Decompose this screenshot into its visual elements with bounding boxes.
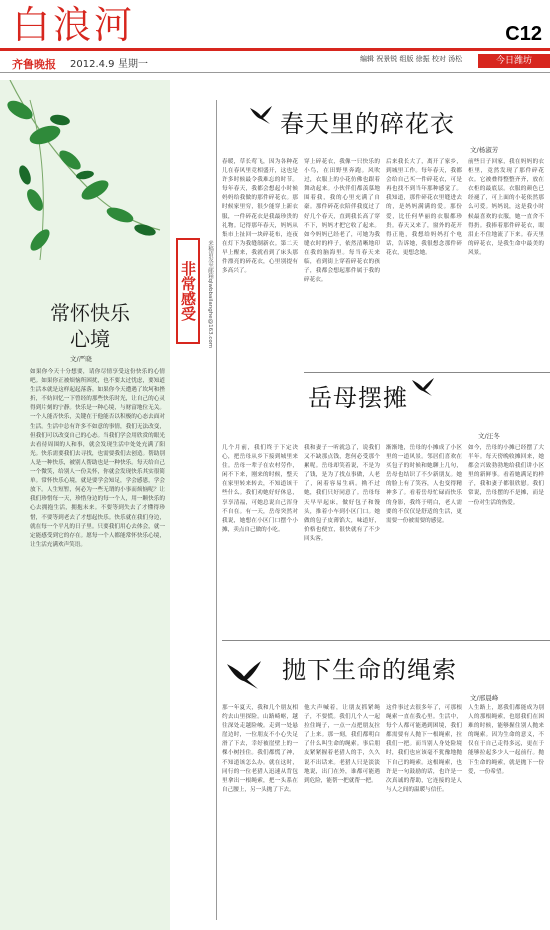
issue-date: 2012.4.9	[70, 59, 115, 70]
article-2-column-2: 我和妻子一听就急了，说我们又不缺那点钱，您何必受那个累呢。岳母却笑着说，不是为了钱，是为了找点事做，人老了，闲着容易生病。拗不过她，我们只好同意了。岳母每天早早起床，做好包子和馒头，推着小车到小区门口。她做的包子皮薄馅大，味道好，价格也便宜，很快就有了不少回头客。	[304, 445, 380, 542]
sidebar-author: 文/严晓	[70, 355, 92, 363]
article-2-column-3: 渐渐地，岳母的小摊成了小区里的一道风景。邻居们喜欢在买包子的时候和她聊上几句，岳母也结识了不少新朋友。她的脸上有了笑容，人也变得精神多了。看着岳母忙碌而快乐的身影，我终于明白，老人需要的不仅仅是舒适的生活，更需要一份被需要的感觉。	[386, 445, 462, 524]
vertical-note: 来稿请发至邮箱qlwbbailanghe@163.com	[207, 240, 213, 349]
article-2-column-4: 如今，岳母的小摊已经摆了大半年。每天傍晚收摊回来，她都会兴致勃勃地给我们讲小区里的新鲜事。看着她满足的样子，我和妻子都很欣慰。我们常说，岳母摆的不是摊，而是一份对生活的热爱。	[468, 445, 544, 506]
article-2-separator	[222, 640, 550, 641]
leaves-illustration	[0, 80, 170, 280]
article-3-column-3: 这件事过去很多年了，可那根绳索一直在我心里。生活中，每个人都可能遇到困境，我们都需要有人抛下一根绳索，拉我们一把。而当别人身处险境时，我们也应该毫不犹豫地抛下自己的绳索。这根绳索，也许是一句鼓励的话，也许是一次真诚的帮助，它连接的是人与人之间的温暖与信任。	[386, 705, 462, 793]
article-2-author: 文/汪冬	[478, 432, 500, 440]
sidebar-body: 如果你今天十分想要，请你尽情享受这份快乐的心情吧。如果你正被烦恼所困扰，也不要太过忧虑，要知道生活本就是这样起起落落。如果你今天遭遇了坎坷和挫折，不妨回忆一下曾经的那些快乐时光，让自己的心灵得到片刻的宁静。快乐是一种心境，与财富地位无关。一个人能否快乐，关键在于他能否以积极的心态去面对生活。生活中总有许多不如意的事情，我们无法改变，但我们可以改变自己的心态。当我们学会用欣赏的眼光去看待周围的人和事，就会发现生活中处处充满了阳光。快乐需要我们去寻找，也需要我们去创造。帮助别人是一种快乐，被别人帮助也是一种快乐。每天给自己一个微笑，给别人一份关怀，你就会发现快乐其实很简单。常怀快乐心境，就是要学会知足，学会感恩，学会放下。人生短暂，何必为一些无谓的小事而烦恼呢？让我们珍惜每一天，珍惜身边的每一个人，用一颗快乐的心去拥抱生活，拥抱未来。不要等到失去了才懂得珍惜，不要等到老去了才想起快乐。快乐就在我们身边，就在每一个平凡的日子里。只要我们用心去体会，就一定能感受到它的存在。愿每一个人都能常怀快乐心境，让生活充满欢声笑语。	[30, 369, 165, 548]
article-1-column-4: 前些日子回家，我在妈妈的衣柜里，竟然发现了那件碎花衣。它被叠得整整齐齐，放在衣柜的最底层。衣服的颜色已经褪了，可上面的小花依然那么可爱。妈妈说，这是我小时候最喜欢的衣服，她一直舍不得扔。我捧着那件碎花衣，眼泪止不住地流了下来。春天里的碎花衣，是我生命中最美的风景。	[468, 159, 544, 256]
swallow-icon	[222, 658, 266, 692]
stamp-text: 非常感受	[179, 261, 197, 321]
editor-credits: 编辑 祝景锐 组版 徐振 校对 汤松	[360, 55, 463, 63]
article-3-column-2: 他大声喊着，让朋友抓紧绳子，不要慌。我们几个人一起拉住绳子，一点一点把朋友拉了上来。那一刻，我们都明白了什么叫生命的绳索。事后朋友紧紧握着老猎人的手，久久说不出话来。老猎人只是淡淡地说，出门在外，谁都可能遇到危险，能帮一把就帮一把。	[304, 705, 380, 784]
article-3-title: 抛下生命的绳索	[282, 656, 457, 684]
article-3-column-4: 人生路上，愿我们都能成为别人的那根绳索，也愿我们在困难的时候，能够握住别人抛来的绳索。因为生命的意义，不仅在于自己走得多远，更在于能够拉起多少人一起前行。抛下生命的绳索，就是抛下一份爱，一份希望。	[468, 705, 544, 775]
article-3-author: 文/邢晨峰	[470, 694, 499, 702]
header-divider	[0, 72, 550, 73]
swallow-icon	[410, 376, 436, 398]
page-code: C12	[505, 23, 542, 45]
newspaper-logo: 齐鲁晚报	[12, 58, 56, 71]
article-1-separator	[304, 372, 550, 373]
article-2-title: 岳母摆摊	[308, 384, 408, 412]
issue-weekday: 星期一	[118, 59, 148, 70]
column-stamp	[176, 238, 200, 344]
article-1-author: 文/杨淑芳	[470, 146, 499, 154]
article-3-column-1: 那一年夏天，我和几个朋友相约去山里探险。山路崎岖，越往深处走越险峻。走到一处悬崖边时，一位朋友不小心失足滑了下去，幸好被崖壁上的一棵小树挂住。我们都慌了神，不知道该怎么办。就在这时，同行的一位老猎人迅速从背包里拿出一根绳索，把一头系在自己腰上，另一头抛了下去。	[222, 705, 298, 793]
article-2-column-1: 几个月前，我们终于下定决心，把岳母从乡下接到城里来住。岳母一辈子在农村劳作，闲不下来，刚来的时候，整天在家里转来转去，不知道该干些什么。我们劝她好好休息，享享清福，可她总说自己浑身不自在。有一天，岳母突然对我说，她想在小区门口摆个小摊，卖点自己做的小吃。	[222, 445, 298, 533]
info-bar	[0, 52, 550, 80]
masthead-rule	[0, 48, 550, 51]
article-1-title: 春天里的碎花衣	[280, 110, 455, 138]
swallow-icon	[248, 104, 274, 126]
article-1-column-2: 穿上碎花衣，我像一只快乐的小鸟，在田野里奔跑。风吹过，衣服上的小花仿佛也跟着舞动起来。小伙伴们都羡慕地围着我，我的心里充满了自豪。那件碎花衣陪伴我度过了好几个春天，直到我长高了穿不下，妈妈才把它收了起来。如今妈妈已经老了，可她为我缝衣时的样子，依然清晰地印在我的脑海里。每当春天来临，看到街上穿着碎花衣的孩子，我都会想起那件属于我的碎花衣。	[304, 159, 380, 284]
sidebar-title: 常怀快乐心境	[50, 301, 130, 351]
masthead	[0, 0, 550, 52]
page-title: 白浪河	[12, 3, 136, 47]
column-divider	[216, 100, 217, 920]
section-tag: 今日潍坊	[478, 54, 550, 68]
article-1-column-1: 春暖，草长莺飞，因为各种花儿在春风里竞相盛开，这也是许多时候最令我难忘的时节。每年春天，我都会想起小时候妈妈给我做的那件碎花衣。那时候家里穷，很少能穿上新衣服，一件碎花衣是我最珍贵的礼物。记得那年春天，妈妈从集市上扯回一块碎花布，连夜在灯下为我缝制新衣。第二天早上醒来，我就看到了床头那件漂亮的碎花衣，心里别提有多高兴了。	[222, 159, 298, 275]
article-1-column-3: 后来我长大了，离开了家乡，到城里工作。每年春天，我都会给自己买一件碎花衣，可是再也找不到当年那种感觉了。我知道，那件碎花衣里缝进去的，是妈妈满满的爱。那份爱，比任何华丽的衣服都珍贵。春天又来了，窗外的花开得正艳，我想给妈妈打个电话，告诉她，我很想念那件碎花衣，更想念她。	[386, 159, 462, 256]
